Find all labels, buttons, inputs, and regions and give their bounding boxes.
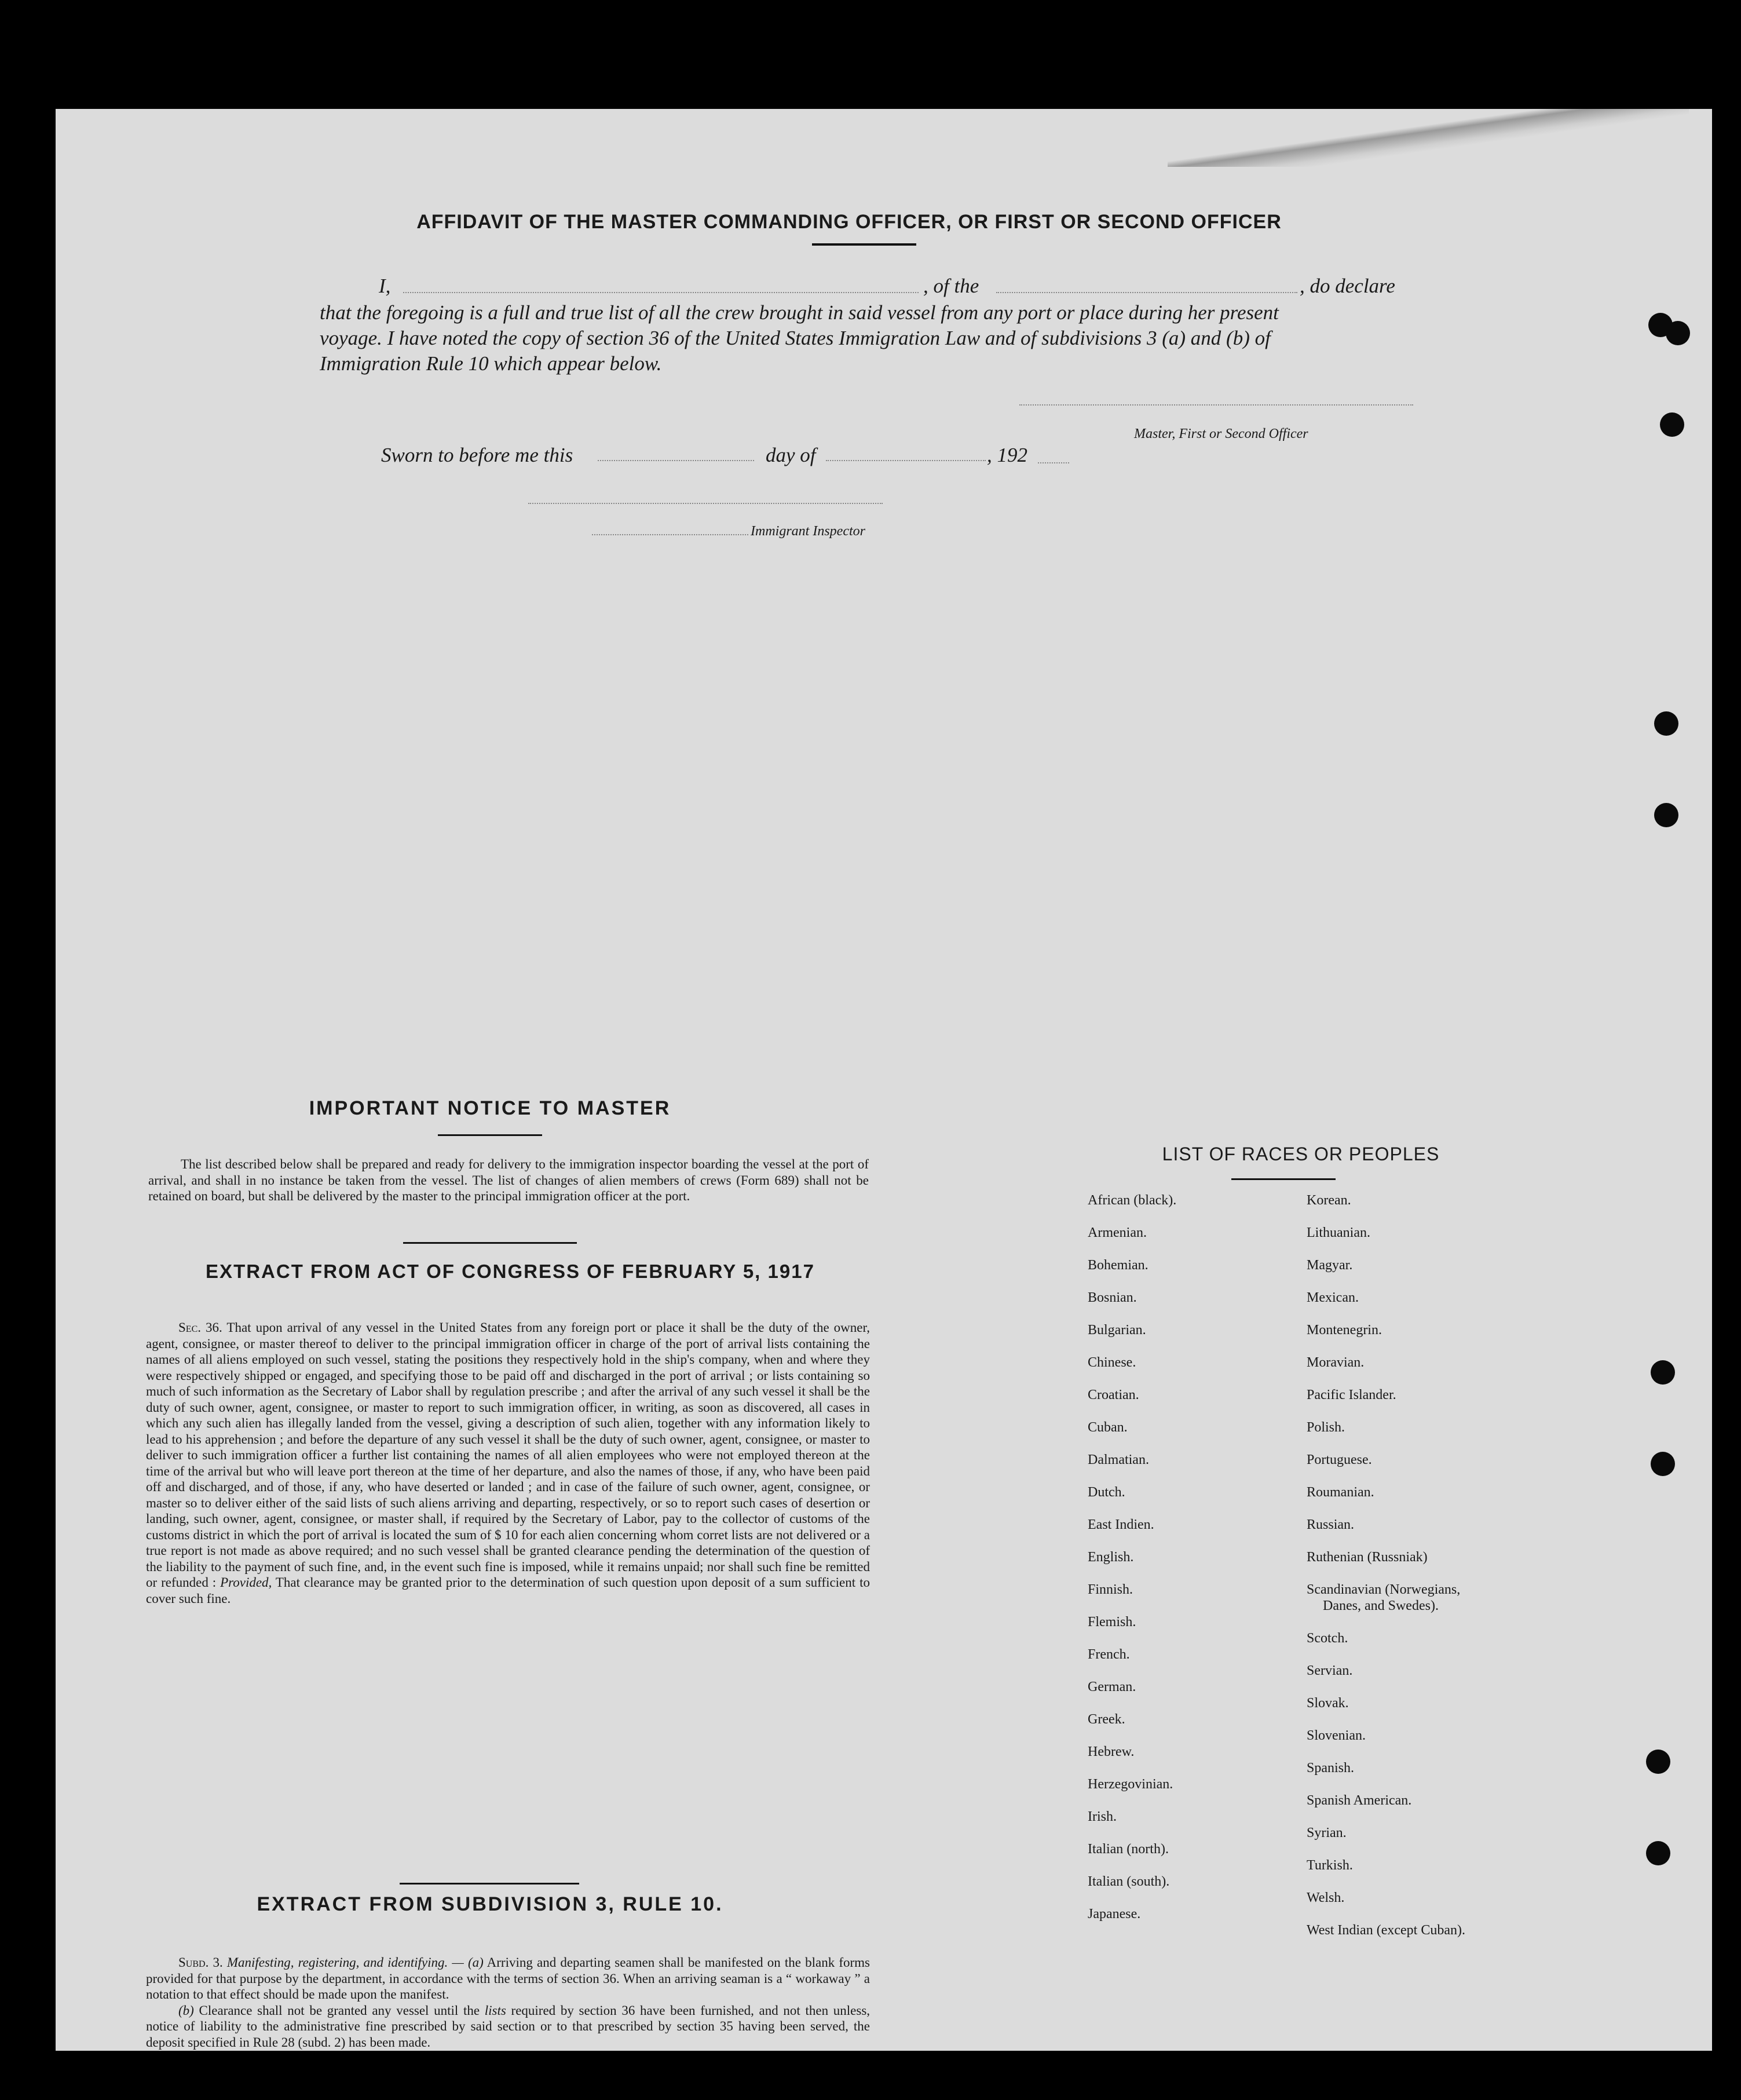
race-item: Flemish.: [1088, 1615, 1136, 1630]
race-item: Finnish.: [1088, 1582, 1133, 1597]
race-item: Chinese.: [1088, 1355, 1136, 1370]
races-title: LIST OF RACES OR PEOPLES: [1162, 1144, 1440, 1164]
races-column-1: [1088, 1192, 1176, 1938]
affidavit-i: I,: [379, 275, 391, 297]
race-item: Turkish.: [1307, 1858, 1353, 1873]
rule-title: EXTRACT FROM SUBDIVISION 3, RULE 10.: [257, 1893, 723, 1915]
vessel-name-field[interactable]: [996, 292, 1297, 293]
binder-hole: [1646, 1750, 1670, 1774]
rule-text: [146, 1955, 870, 2050]
race-item-scandinavian: [1307, 1582, 1465, 1630]
race-item: Moravian.: [1307, 1355, 1365, 1370]
affidavit-declare: , do declare: [1300, 275, 1395, 297]
notice-rule: [403, 1242, 577, 1244]
act-text: [146, 1320, 870, 1606]
notice-paragraph: The list described below shall be prepared and ready for delivery to the immigration inspector boarding the vessel at the port of arrival, and shall in no instance be taken from the vessel. The list of changes of alien members of crews (Form 689) shall not be retained on board, but shall be delivered by the master to the principal immigration officer at the port.: [148, 1157, 869, 1203]
document-page: [56, 109, 1712, 2051]
binder-hole: [1651, 1452, 1675, 1476]
race-item: Spanish.: [1307, 1761, 1355, 1776]
race-item: Pacific Islander.: [1307, 1387, 1396, 1403]
race-item: Mexican.: [1307, 1290, 1359, 1305]
affidavit-line-2: that the foregoing is a full and true list of all the crew brought in said vessel from any port or place during her present: [320, 301, 1279, 324]
race-item: Slovenian.: [1307, 1728, 1366, 1743]
affidavit-title: AFFIDAVIT OF THE MASTER COMMANDING OFFICER, OR FIRST OR SECOND OFFICER: [416, 211, 1282, 233]
act-rule: [400, 1883, 579, 1884]
sworn-year-field[interactable]: [1038, 462, 1069, 463]
race-item: Dutch.: [1088, 1485, 1125, 1500]
race-item: Herzegovinian.: [1088, 1777, 1173, 1792]
race-item: Dalmatian.: [1088, 1452, 1149, 1467]
inspector-label: Immigrant Inspector: [751, 524, 865, 539]
race-item: Slovak.: [1307, 1696, 1349, 1711]
master-signature-label: Master, First or Second Officer: [1134, 426, 1308, 441]
race-item: Polish.: [1307, 1420, 1345, 1435]
act-section-label: Sec. 36.: [178, 1320, 222, 1335]
binder-hole: [1646, 1841, 1670, 1865]
race-item: Cuban.: [1088, 1420, 1128, 1435]
race-item: African (black).: [1088, 1193, 1177, 1208]
races-title-rule: [1231, 1178, 1336, 1180]
binder-hole: [1654, 711, 1678, 736]
race-scand-line-2: Danes, and Swedes).: [1323, 1598, 1439, 1613]
race-item: Portuguese.: [1307, 1452, 1372, 1467]
race-item: Ruthenian (Russniak): [1307, 1550, 1428, 1565]
binder-hole: [1660, 412, 1684, 437]
race-item: Lithuanian.: [1307, 1225, 1370, 1240]
race-item: Bulgarian.: [1088, 1323, 1146, 1338]
race-item: Montenegrin.: [1307, 1323, 1382, 1338]
race-item: German.: [1088, 1679, 1136, 1694]
act-provided: Provided,: [220, 1575, 272, 1590]
race-item: Irish.: [1088, 1809, 1117, 1824]
act-body: That upon arrival of any vessel in the United States from any foreign port or place it shall be the duty of the owner, agent, consignee, or master thereof to deliver to the principal immigration officer in charge of the port of arrival lists containing the names of all aliens employed on such vessel, stating the positions they respectively hold in the ship's company, when and where they were respectively shipped or engaged, and specifying those to be paid off and discharged in the port of arrival ; or lists containing so much of such information as the Secretary of Labor shall by regulation prescribe ; and after the arrival of any such vessel it shall be the duty of such owner, agent, consignee, or master to report to such immigration officer, in writing, as soon as discovered, all cases in which any such alien has illegally landed from the vessel, giving a description of such alien, together with any information likely to lead to his apprehension ; and before the departure of any such vessel it shall be the duty of such owner, agent, consignee, or master to deliver to such immigration officer a further list containing the names of all alien employees who were not employed thereon at the time of the arrival but who will leave port thereon at the time of her departure, and also the names of those, if any, who have been paid off and discharged, and of those, if any, who have deserted or landed ; and in case of the failure of such owner, agent, consignee, or master so to deliver either of the said lists of such aliens arriving and departing, respectively, or so to report such cases of desertion or landing, such owner, agent, consignee, or master shall, if required by the Secretary of Labor, pay to the collector of customs of the customs district in which the port of arrival is located the sum of $ 10 for each alien concerning whom corret lists are not delivered or a true report is not made as above required; and no such vessel shall be granted clearance pending the determination of the question of the liability to the payment of such fine, and, in the event such fine is imposed, while it remains unpaid; nor shall such fine be remitted or refunded :: [146, 1320, 870, 1590]
notice-text: [148, 1156, 869, 1204]
race-item: Italian (south).: [1088, 1874, 1170, 1889]
sworn-prefix: Sworn to before me this: [381, 444, 573, 466]
race-item: West Indian (except Cuban).: [1307, 1923, 1465, 1938]
declarant-name-field[interactable]: [403, 292, 919, 293]
binder-hole: [1666, 321, 1690, 345]
affidavit-title-rule: [812, 243, 916, 246]
act-title: EXTRACT FROM ACT OF CONGRESS OF FEBRUARY 5, 1917: [206, 1261, 815, 1282]
race-item: Korean.: [1307, 1193, 1351, 1208]
page-curl: [1168, 109, 1689, 167]
rule-b-lists: lists: [484, 2003, 506, 2018]
race-item: Scotch.: [1307, 1631, 1348, 1646]
race-item: East Indien.: [1088, 1517, 1154, 1532]
binder-hole: [1651, 1360, 1675, 1385]
rule-a-label: — (a): [452, 1955, 484, 1970]
rule-b-text-1: Clearance shall not be granted any vessel until the: [199, 2003, 480, 2018]
affidavit-line-4: Immigration Rule 10 which appear below.: [320, 352, 662, 375]
race-item: Japanese.: [1088, 1907, 1141, 1922]
notice-title: IMPORTANT NOTICE TO MASTER: [309, 1097, 671, 1119]
inspector-signature-dots: [592, 534, 748, 535]
race-item: Italian (north).: [1088, 1842, 1169, 1857]
sworn-day-field[interactable]: [598, 460, 754, 461]
races-column-2: [1307, 1192, 1465, 1955]
race-item: Roumanian.: [1307, 1485, 1374, 1500]
sworn-day-of: day of: [766, 444, 816, 466]
inspector-signature-field[interactable]: [528, 503, 883, 504]
race-item: Croatian.: [1088, 1387, 1139, 1403]
race-item: Welsh.: [1307, 1890, 1345, 1905]
act-body-end: That clearance may be granted prior to the determination of such question upon deposit of a sum sufficient to cover such fine.: [146, 1575, 870, 1606]
race-item: Greek.: [1088, 1712, 1125, 1727]
rule-b-text-2: required by section 36 have been furnished, and not then unless, notice of liability to the administrative fine prescribed by said section or to that prescribed by section 35 having been served, the deposit specified in Rule 28 (subd. 2) has been made.: [146, 2003, 870, 2050]
race-scand-line-1: Scandinavian (Norwegians,: [1307, 1582, 1461, 1597]
sworn-year-prefix: , 192: [987, 444, 1027, 466]
race-item: Hebrew.: [1088, 1744, 1135, 1759]
affidavit-of-the: , of the: [923, 275, 979, 297]
sworn-month-field[interactable]: [826, 460, 986, 461]
affidavit-line-3: voyage. I have noted the copy of section 36 of the United States Immigration Law and of subdivisions 3 (a) and (b) of: [320, 327, 1271, 349]
rule-subd-title: Manifesting, registering, and identifying.: [226, 1955, 448, 1970]
notice-title-rule: [438, 1134, 542, 1136]
race-item: English.: [1088, 1550, 1134, 1565]
race-item: Servian.: [1307, 1663, 1353, 1678]
master-signature-field[interactable]: [1019, 404, 1413, 406]
race-item: French.: [1088, 1647, 1130, 1662]
race-item: Russian.: [1307, 1517, 1355, 1532]
race-item: Bohemian.: [1088, 1258, 1149, 1273]
race-item: Magyar.: [1307, 1258, 1353, 1273]
race-item: Armenian.: [1088, 1225, 1147, 1240]
binder-hole: [1654, 803, 1678, 827]
race-item: Spanish American.: [1307, 1793, 1412, 1808]
race-item: Bosnian.: [1088, 1290, 1137, 1305]
rule-a-text: Arriving and departing seamen shall be manifested on the blank forms provided for that purpose by the department, in accordance with the terms of section 36. When an arriving seaman is a “ workaway ” a notation to that effect should be made upon the manifest.: [146, 1955, 870, 2002]
rule-subd-label: Subd. 3.: [178, 1955, 223, 1970]
rule-b-label: (b): [178, 2003, 194, 2018]
race-item: Syrian.: [1307, 1825, 1347, 1840]
